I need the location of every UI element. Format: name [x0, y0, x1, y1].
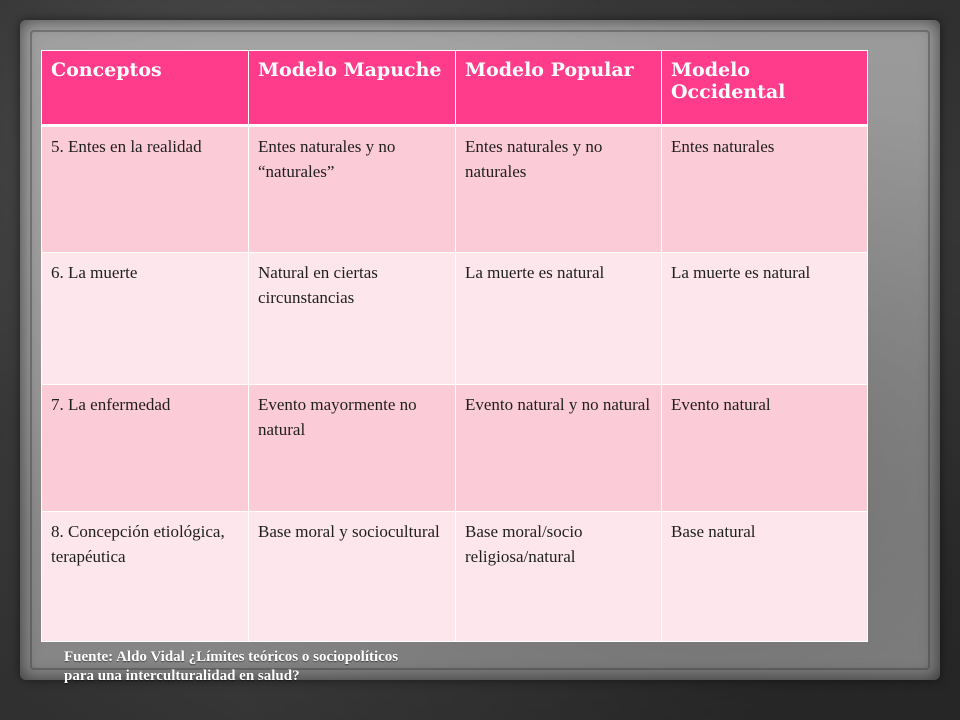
- source-caption: Fuente: Aldo Vidal ¿Límites teóricos o sociopolíticos para una interculturalidad en salud?: [64, 649, 399, 684]
- table-row: [42, 126, 868, 253]
- table-cell: Entes naturales y no naturales: [456, 126, 662, 253]
- table-cell: Base moral/socio religiosa/natural: [456, 512, 662, 642]
- table-cell: Entes naturales: [662, 126, 868, 253]
- table-cell: La muerte es natural: [456, 253, 662, 385]
- table-cell: Base moral y sociocultural: [249, 512, 456, 642]
- table-cell: 8. Concepción etiológica, terapéutica: [42, 512, 249, 642]
- table-cell: Base natural: [662, 512, 868, 642]
- table-cell: 6. La muerte: [42, 253, 249, 385]
- header-modelo-occidental: Modelo Occidental: [662, 51, 868, 126]
- concepts-table: [41, 50, 868, 642]
- table-cell: Evento natural y no natural: [456, 385, 662, 512]
- table-row: [42, 253, 868, 385]
- header-modelo-mapuche: Modelo Mapuche: [249, 51, 456, 126]
- table-cell: Evento mayormente no natural: [249, 385, 456, 512]
- table-header-row: [42, 51, 868, 126]
- table-cell: Natural en ciertas circunstancias: [249, 253, 456, 385]
- table-row: [42, 385, 868, 512]
- table-cell: 5. Entes en la realidad: [42, 126, 249, 253]
- table-row: [42, 512, 868, 642]
- table-cell: Evento natural: [662, 385, 868, 512]
- table-cell: 7. La enfermedad: [42, 385, 249, 512]
- header-modelo-popular: Modelo Popular: [456, 51, 662, 126]
- header-conceptos: Conceptos: [42, 51, 249, 126]
- table-cell: La muerte es natural: [662, 253, 868, 385]
- table-cell: Entes naturales y no “naturales”: [249, 126, 456, 253]
